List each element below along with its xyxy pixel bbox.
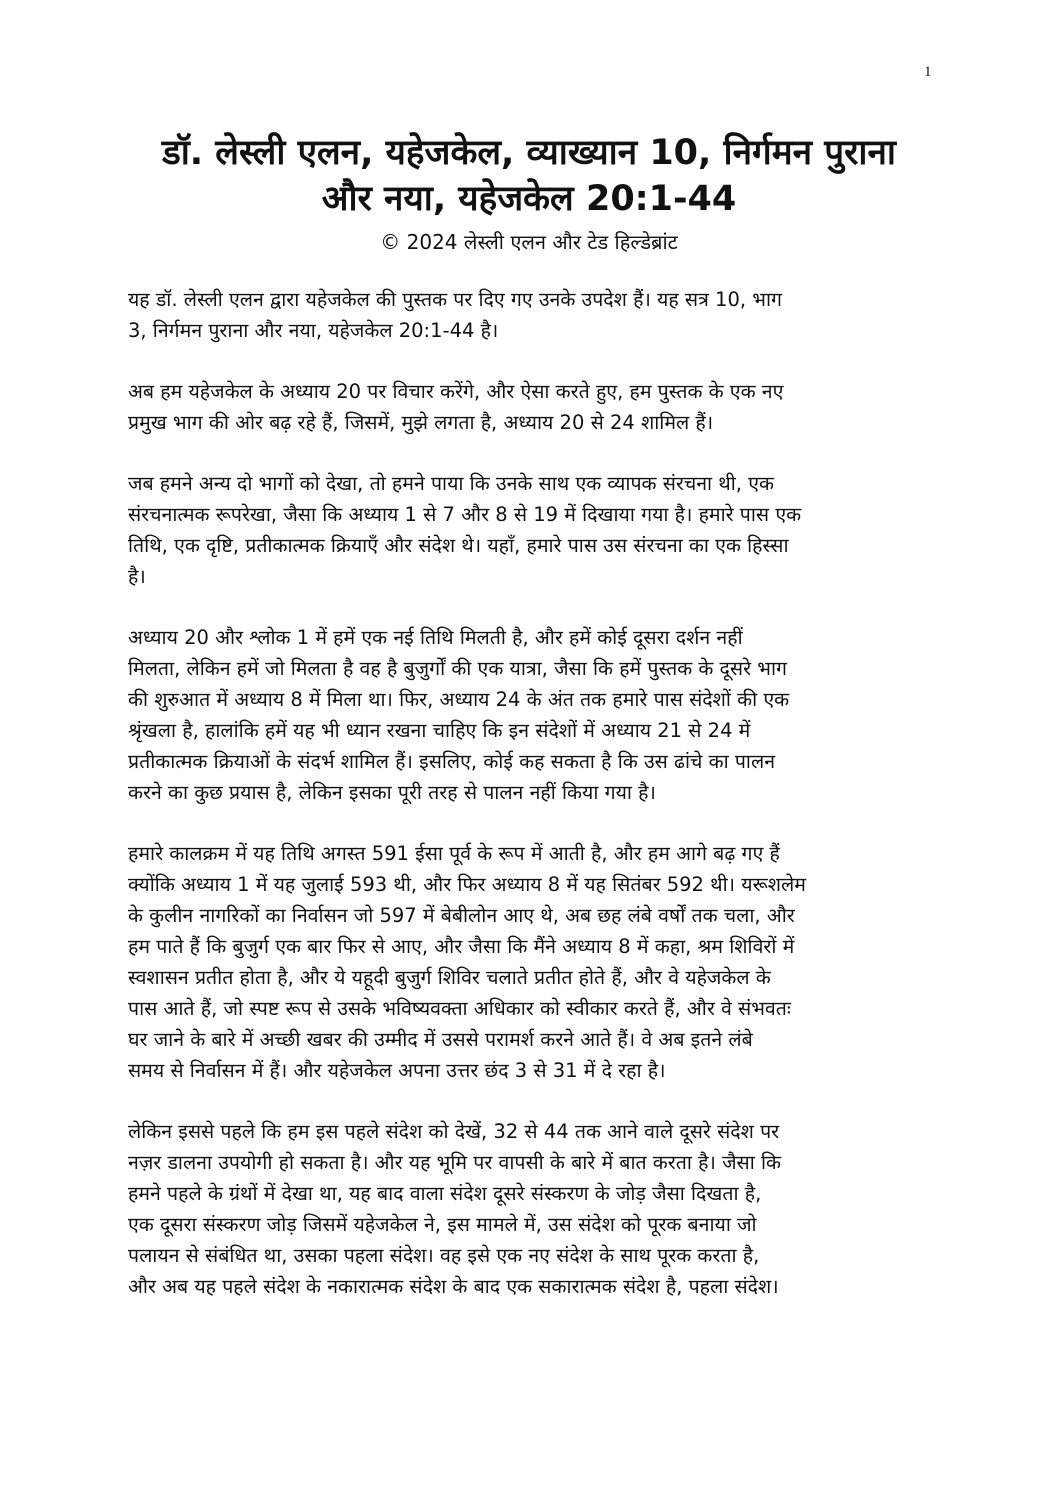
paragraph-line: नज़र डालना उपयोगी हो सकता है। और यह भूमि पर वापसी के बारे में बात करता है। जैसा कि: [128, 1151, 781, 1174]
paragraph-line: क्योंकि अध्याय 1 में यह जुलाई 593 थी, और फिर अध्याय 8 में यह सितंबर 592 थी। यरूशलेम: [128, 873, 806, 896]
paragraph-line: तिथि, एक दृष्टि, प्रतीकात्मक क्रियाएँ और संदेश थे। यहाँ, हमारे पास उस संरचना का एक हिस्सा: [128, 534, 789, 557]
paragraph: [128, 838, 938, 1086]
paragraph-line: पास आते हैं, जो स्पष्ट रूप से उसके भविष्यवक्ता अधिकार को स्वीकार करते हैं, और वे संभवतः: [128, 997, 791, 1020]
paragraph: [128, 622, 938, 808]
document-body: [128, 284, 938, 1332]
paragraph-line: लेकिन इससे पहले कि हम इस पहले संदेश को देखें, 32 से 44 तक आने वाले दूसरे संदेश पर: [128, 1120, 780, 1143]
paragraph-line: समय से निर्वासन में हैं। और यहेजकेल अपना उत्तर छंद 3 से 31 में दे रहा है।: [128, 1059, 666, 1082]
document-title: [100, 130, 958, 222]
paragraph-line: की शुरुआत में अध्याय 8 में मिला था। फिर, अध्याय 24 के अंत तक हमारे पास संदेशों की एक: [128, 688, 790, 711]
title-line: और नया, यहेजकेल 20:1-44: [321, 179, 737, 219]
paragraph-line: घर जाने के बारे में अच्छी खबर की उम्मीद में उससे परामर्श करने आते हैं। वे अब इतने लंबे: [128, 1028, 753, 1051]
paragraph-line: यह डॉ. लेस्ली एलन द्वारा यहेजकेल की पुस्तक पर दिए गए उनके उपदेश हैं। यह सत्र 10, भाग: [128, 288, 782, 311]
copyright: © 2024 लेस्ली एलन और टेड हिल्डेब्रांट: [380, 230, 678, 254]
paragraph-line: एक दूसरा संस्करण जोड़ जिसमें यहेजकेल ने, इस मामले में, उस संदेश को पूरक बनाया जो: [128, 1213, 757, 1236]
page-number: 1: [924, 64, 932, 80]
paragraph: [128, 284, 938, 346]
paragraph-line: अब हम यहेजकेल के अध्याय 20 पर विचार करेंगे, और ऐसा करते हुए, हम पुस्तक के एक नए: [128, 380, 784, 403]
paragraph: [128, 1116, 938, 1302]
paragraph-line: हमने पहले के ग्रंथों में देखा था, यह बाद वाला संदेश दूसरे संस्करण के जोड़ जैसा दिखता है,: [128, 1182, 762, 1205]
paragraph-line: मिलता, लेकिन हमें जो मिलता है वह है बुजुर्गों की एक यात्रा, जैसा कि हमें पुस्तक के दूसरे भाग: [128, 657, 787, 680]
paragraph-line: हमारे कालक्रम में यह तिथि अगस्त 591 ईसा पूर्व के रूप में आती है, और हम आगे बढ़ गए हैं: [128, 842, 780, 865]
paragraph-line: है।: [128, 565, 146, 588]
paragraph-line: स्वशासन प्रतीत होता है, और ये यहूदी बुजुर्ग शिविर चलाते प्रतीत होते हैं, और वे यहेजकेल के: [128, 966, 771, 989]
paragraph-line: प्रतीकात्मक क्रियाओं के संदर्भ शामिल हैं। इसलिए, कोई कह सकता है कि उस ढांचे का पालन: [128, 750, 776, 773]
paragraph-line: प्रमुख भाग की ओर बढ़ रहे हैं, जिसमें, मुझे लगता है, अध्याय 20 से 24 शामिल हैं।: [128, 411, 714, 434]
paragraph-line: जब हमने अन्य दो भागों को देखा, तो हमने पाया कि उनके साथ एक व्यापक संरचना थी, एक: [128, 472, 774, 495]
paragraph-line: संरचनात्मक रूपरेखा, जैसा कि अध्याय 1 से 7 और 8 से 19 में दिखाया गया है। हमारे पास एक: [128, 503, 802, 526]
paragraph-line: 3, निर्गमन पुराना और नया, यहेजकेल 20:1-44 है।: [128, 319, 499, 342]
paragraph-line: अध्याय 20 और श्लोक 1 में हमें एक नई तिथि मिलती है, और हमें कोई दूसरा दर्शन नहीं: [128, 626, 743, 649]
paragraph-line: के कुलीन नागरिकों का निर्वासन जो 597 में बेबीलोन आए थे, अब छह लंबे वर्षों तक चला, और: [128, 904, 795, 927]
paragraph-line: और अब यह पहले संदेश के नकारात्मक संदेश के बाद एक सकारात्मक संदेश है, पहला संदेश।: [128, 1275, 779, 1298]
paragraph: [128, 376, 938, 438]
paragraph-line: हम पाते हैं कि बुजुर्ग एक बार फिर से आए, और जैसा कि मैंने अध्याय 8 में कहा, श्रम शिविरों में: [128, 935, 795, 958]
paragraph-line: श्रृंखला है, हालांकि हमें यह भी ध्यान रखना चाहिए कि इन संदेशों में अध्याय 21 से 24 में: [128, 719, 751, 742]
title-line: डॉ. लेस्ली एलन, यहेजकेल, व्याख्यान 10, निर्गमन पुराना: [162, 133, 896, 173]
paragraph: [128, 468, 938, 592]
paragraph-line: करने का कुछ प्रयास है, लेकिन इसका पूरी तरह से पालन नहीं किया गया है।: [128, 781, 656, 804]
paragraph-line: पलायन से संबंधित था, उसका पहला संदेश। वह इसे एक नए संदेश के साथ पूरक करता है,: [128, 1244, 760, 1267]
